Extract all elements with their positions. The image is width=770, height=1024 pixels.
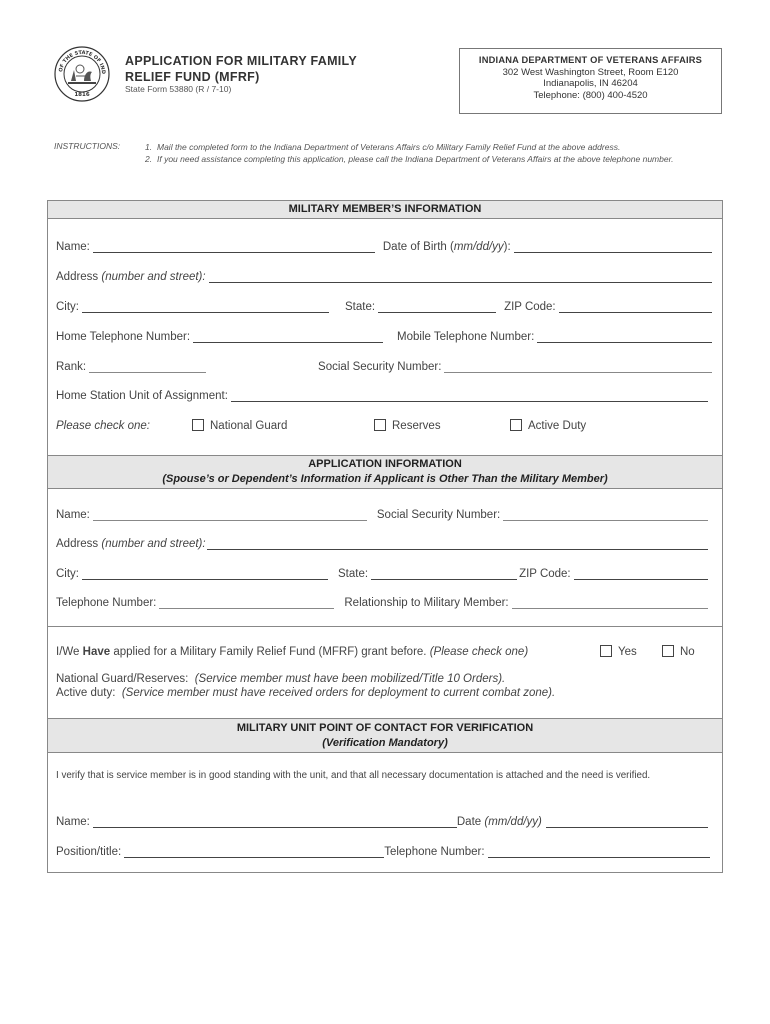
poc-phone-field[interactable]: [488, 846, 710, 858]
relationship-label: Relationship to Military Member:: [344, 597, 509, 609]
state-seal: [54, 46, 110, 102]
applicant-state-field[interactable]: [371, 568, 517, 580]
applicant-city-label: City:: [56, 568, 79, 580]
member-home-station-field[interactable]: [231, 390, 708, 402]
prior-grant-question: I/We Have applied for a Military Family Relief Fund (MFRF) grant before. (Please check one): [56, 646, 529, 658]
member-rank-label: Rank:: [56, 361, 87, 373]
option-yes[interactable]: Yes: [600, 645, 662, 658]
member-section-panel: [47, 219, 723, 455]
applicant-city-field[interactable]: [82, 568, 328, 580]
member-zip-label: ZIP Code:: [504, 301, 556, 313]
applicant-name-field[interactable]: [93, 509, 367, 521]
poc-date-field[interactable]: [546, 816, 708, 828]
verification-section-heading: MILITARY UNIT POINT OF CONTACT FOR VERIFICATION (Verification Mandatory): [47, 718, 723, 753]
instructions-label: INSTRUCTIONS:: [54, 141, 121, 151]
member-mobile-phone-field[interactable]: [537, 331, 712, 343]
form-title-line1: APPLICATION FOR MILITARY FAMILY: [125, 54, 357, 68]
member-home-station-label: Home Station Unit of Assignment:: [56, 390, 228, 402]
option-active-duty[interactable]: Active Duty: [510, 419, 586, 432]
member-name-label: Name:: [56, 241, 90, 253]
applicant-phone-field[interactable]: [159, 597, 334, 609]
member-city-label: City:: [56, 301, 79, 313]
applicant-address-label: Address (number and street):: [56, 538, 206, 550]
member-ssn-field[interactable]: [444, 361, 712, 373]
member-name-field[interactable]: [93, 241, 375, 253]
member-zip-field[interactable]: [559, 301, 712, 313]
applicant-zip-label: ZIP Code:: [519, 568, 571, 580]
agency-street: 302 West Washington Street, Room E120: [502, 66, 679, 78]
option-no[interactable]: No: [662, 645, 695, 658]
prior-application-panel: [47, 627, 723, 718]
poc-position-label: Position/title:: [56, 846, 122, 858]
instruction-item: 1. Mail the completed form to the Indiana Department of Veterans Affairs c/o Military Family Relief Fund at the above address.: [145, 142, 621, 152]
poc-phone-label: Telephone Number:: [384, 846, 485, 858]
applicant-ssn-label: Social Security Number:: [376, 509, 501, 521]
applicant-phone-label: Telephone Number:: [56, 597, 157, 609]
applicant-state-label: State:: [338, 568, 369, 580]
member-state-label: State:: [345, 301, 376, 313]
instructions-list: [145, 141, 725, 165]
poc-name-field[interactable]: [93, 816, 457, 828]
member-rank-field[interactable]: [89, 361, 206, 373]
poc-date-label: Date (mm/dd/yy): [456, 816, 542, 828]
svg-text:SEAL OF THE STATE OF INDIANA: OF THE STATE OF IND: [58, 49, 107, 75]
member-dob-field[interactable]: [514, 241, 712, 253]
poc-name-label: Name:: [56, 816, 90, 828]
guard-reserves-note: National Guard/Reserves: (Service member must have been mobilized/Title 10 Orders).: [56, 673, 506, 685]
applicant-address-field[interactable]: [207, 538, 708, 550]
applicant-name-label: Name:: [56, 509, 90, 521]
active-duty-note: Active duty: (Service member must have received orders for deployment to current combat zone).: [56, 687, 556, 699]
member-home-phone-label: Home Telephone Number:: [56, 331, 191, 343]
agency-phone: Telephone: (800) 400-4520: [533, 89, 648, 101]
form-title-line2: RELIEF FUND (MFRF): [125, 70, 260, 84]
instruction-item: 2. If you need assistance completing this application, please call the Indiana Department of Veterans Affairs at the above telephone number.: [145, 154, 674, 164]
applicant-zip-field[interactable]: [574, 568, 708, 580]
form-title: [125, 53, 357, 85]
verification-statement: I verify that is service member is in good standing with the unit, and that all necessary documentation is attached and the need is verified.: [56, 770, 651, 781]
reserves-checkbox[interactable]: [374, 419, 386, 431]
relationship-field[interactable]: [512, 597, 708, 609]
member-address-label: Address (number and street):: [56, 271, 206, 283]
national-guard-checkbox[interactable]: [192, 419, 204, 431]
eligibility-notes: [56, 672, 712, 700]
yes-checkbox[interactable]: [600, 645, 612, 657]
member-dob-label: Date of Birth (mm/dd/yy):: [382, 241, 511, 253]
agency-city: Indianapolis, IN 46204: [543, 78, 638, 89]
applicant-ssn-field[interactable]: [503, 509, 708, 521]
member-home-phone-field[interactable]: [193, 331, 383, 343]
active-duty-checkbox[interactable]: [510, 419, 522, 431]
agency-address-box: [459, 48, 722, 114]
option-reserves[interactable]: Reserves: [374, 419, 510, 432]
application-section-heading: APPLICATION INFORMATION (Spouse’s or Dependent’s Information if Applicant is Other Than the Military Member): [47, 455, 723, 489]
option-national-guard[interactable]: National Guard: [192, 419, 374, 432]
application-section-panel: [47, 489, 723, 627]
form-number: State Form 53880 (R / 7-10): [125, 84, 232, 94]
verification-section-panel: [47, 753, 723, 873]
member-state-field[interactable]: [378, 301, 496, 313]
no-checkbox[interactable]: [662, 645, 674, 657]
svg-text:1816: 1816: [74, 92, 90, 98]
poc-position-field[interactable]: [124, 846, 384, 858]
member-city-field[interactable]: [82, 301, 329, 313]
member-ssn-label: Social Security Number:: [318, 361, 442, 373]
member-section-heading: MILITARY MEMBER’S INFORMATION: [47, 200, 723, 219]
member-mobile-phone-label: Mobile Telephone Number:: [397, 331, 535, 343]
agency-name: INDIANA DEPARTMENT OF VETERANS AFFAIRS: [478, 55, 703, 65]
member-address-field[interactable]: [209, 271, 712, 283]
service-type-prompt: Please check one:: [56, 420, 150, 432]
